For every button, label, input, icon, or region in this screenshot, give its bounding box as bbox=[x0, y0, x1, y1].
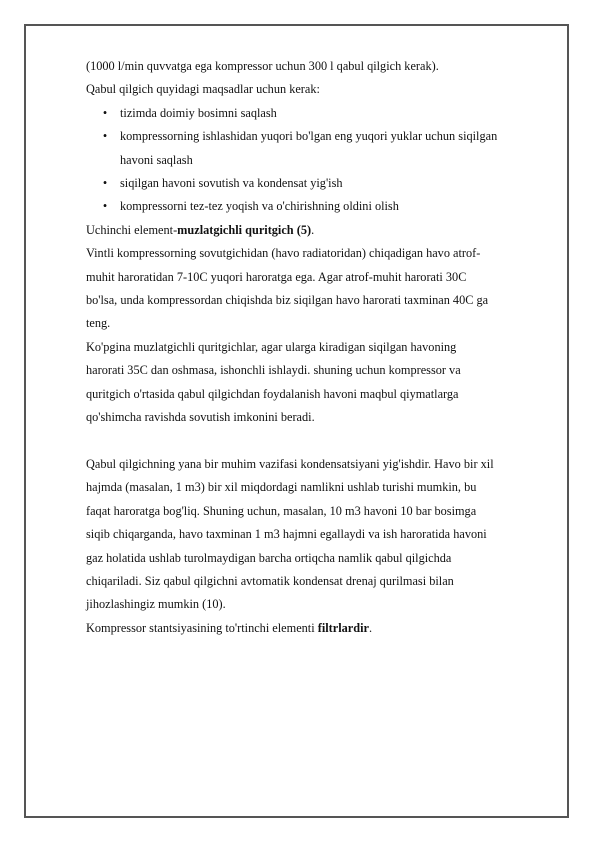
list-item bbox=[86, 195, 556, 218]
list-item bbox=[86, 102, 556, 125]
list-item-text-continued: havoni saqlash bbox=[120, 152, 193, 167]
paragraph-line: hajmda (masalan, 1 m3) bir xil miqdordagi namlikni ushlab turishi mumkin, bu bbox=[86, 480, 477, 495]
third-element-prefix: Uchinchi element- bbox=[86, 222, 178, 237]
paragraph-dryer-reliability bbox=[86, 336, 556, 430]
list-item bbox=[86, 125, 556, 172]
third-element-line bbox=[86, 219, 556, 242]
paragraph-line: gaz holatida ushlab turolmaydigan barcha ortiqcha namlik qabul qilgichda bbox=[86, 550, 452, 565]
fourth-element-name: filtrlardir bbox=[317, 620, 369, 635]
paragraph-line: bo'lsa, unda kompressordan chiqishda biz siqilgan havo harorati taxminan 40C ga bbox=[86, 293, 489, 308]
paragraph-line: siqib chiqarganda, havo taxminan 1 m3 hajmni egallaydi va ish haroratida havoni bbox=[86, 527, 487, 542]
bullet-icon: • bbox=[102, 199, 108, 214]
paragraph-condensate bbox=[86, 453, 556, 617]
document-body bbox=[86, 55, 556, 640]
paragraph-line: Vintli kompressorning sovutgichidan (havo radiatoridan) chiqadigan havo atrof- bbox=[86, 246, 481, 261]
list-item-text: tizimda doimiy bosimni saqlash bbox=[120, 105, 277, 120]
paragraph-spacer bbox=[86, 430, 556, 453]
list-item bbox=[86, 172, 556, 195]
list-item-text: kompressorni tez-tez yoqish va o'chirishning oldini olish bbox=[120, 199, 399, 214]
list-item-text: siqilgan havoni sovutish va kondensat yig'ish bbox=[120, 176, 343, 191]
purposes-heading: Qabul qilgich quyidagi maqsadlar uchun kerak: bbox=[86, 82, 320, 97]
paragraph-line: jihozlashingiz mumkin (10). bbox=[86, 597, 226, 612]
fourth-element-prefix: Kompressor stantsiyasining to'rtinchi elementi bbox=[86, 620, 318, 635]
paragraph-cooler-temperature bbox=[86, 242, 556, 336]
paragraph-line: quritgich o'rtasida qabul qilgichdan foydalanish havoni maqbul qiymatlarga bbox=[86, 386, 459, 401]
fourth-element-suffix: . bbox=[368, 620, 373, 635]
purposes-list bbox=[86, 102, 556, 219]
bullet-icon: • bbox=[102, 105, 108, 120]
paragraph-line: muhit haroratidan 7-10C yuqori haroratga ega. Agar atrof-muhit harorati 30C bbox=[86, 269, 467, 284]
paragraph-line: Ko'pgina muzlatgichli quritgichlar, agar ularga kiradigan siqilgan havoning bbox=[86, 339, 457, 354]
bullet-icon: • bbox=[102, 129, 108, 144]
paragraph-line: chiqariladi. Siz qabul qilgichni avtomatik kondensat drenaj qurilmasi bilan bbox=[86, 573, 454, 588]
paragraph-line: harorati 35C dan oshmasa, ishonchli ishlaydi. shuning uchun kompressor va bbox=[86, 363, 461, 378]
paragraph-line: faqat haroratga bog'liq. Shuning uchun, masalan, 10 m3 havoni 10 bar bosimga bbox=[86, 503, 477, 518]
list-item-text: kompressorning ishlashidan yuqori bo'lgan eng yuqori yuklar uchun siqilgan bbox=[120, 129, 498, 144]
third-element-name: muzlatgichli quritgich (5) bbox=[177, 222, 312, 237]
paragraph-line: teng. bbox=[86, 316, 111, 331]
paragraph-line: Qabul qilgichning yana bir muhim vazifasi kondensatsiyani yig'ishdir. Havo bir xil bbox=[86, 456, 494, 471]
fourth-element-line bbox=[86, 617, 556, 640]
bullet-icon: • bbox=[102, 176, 108, 191]
intro-line: (1000 l/min quvvatga ega kompressor uchun 300 l qabul qilgich kerak). bbox=[86, 59, 439, 73]
paragraph-line: qo'shimcha ravishda sovutish imkonini beradi. bbox=[86, 410, 315, 425]
third-element-suffix: . bbox=[311, 222, 315, 237]
